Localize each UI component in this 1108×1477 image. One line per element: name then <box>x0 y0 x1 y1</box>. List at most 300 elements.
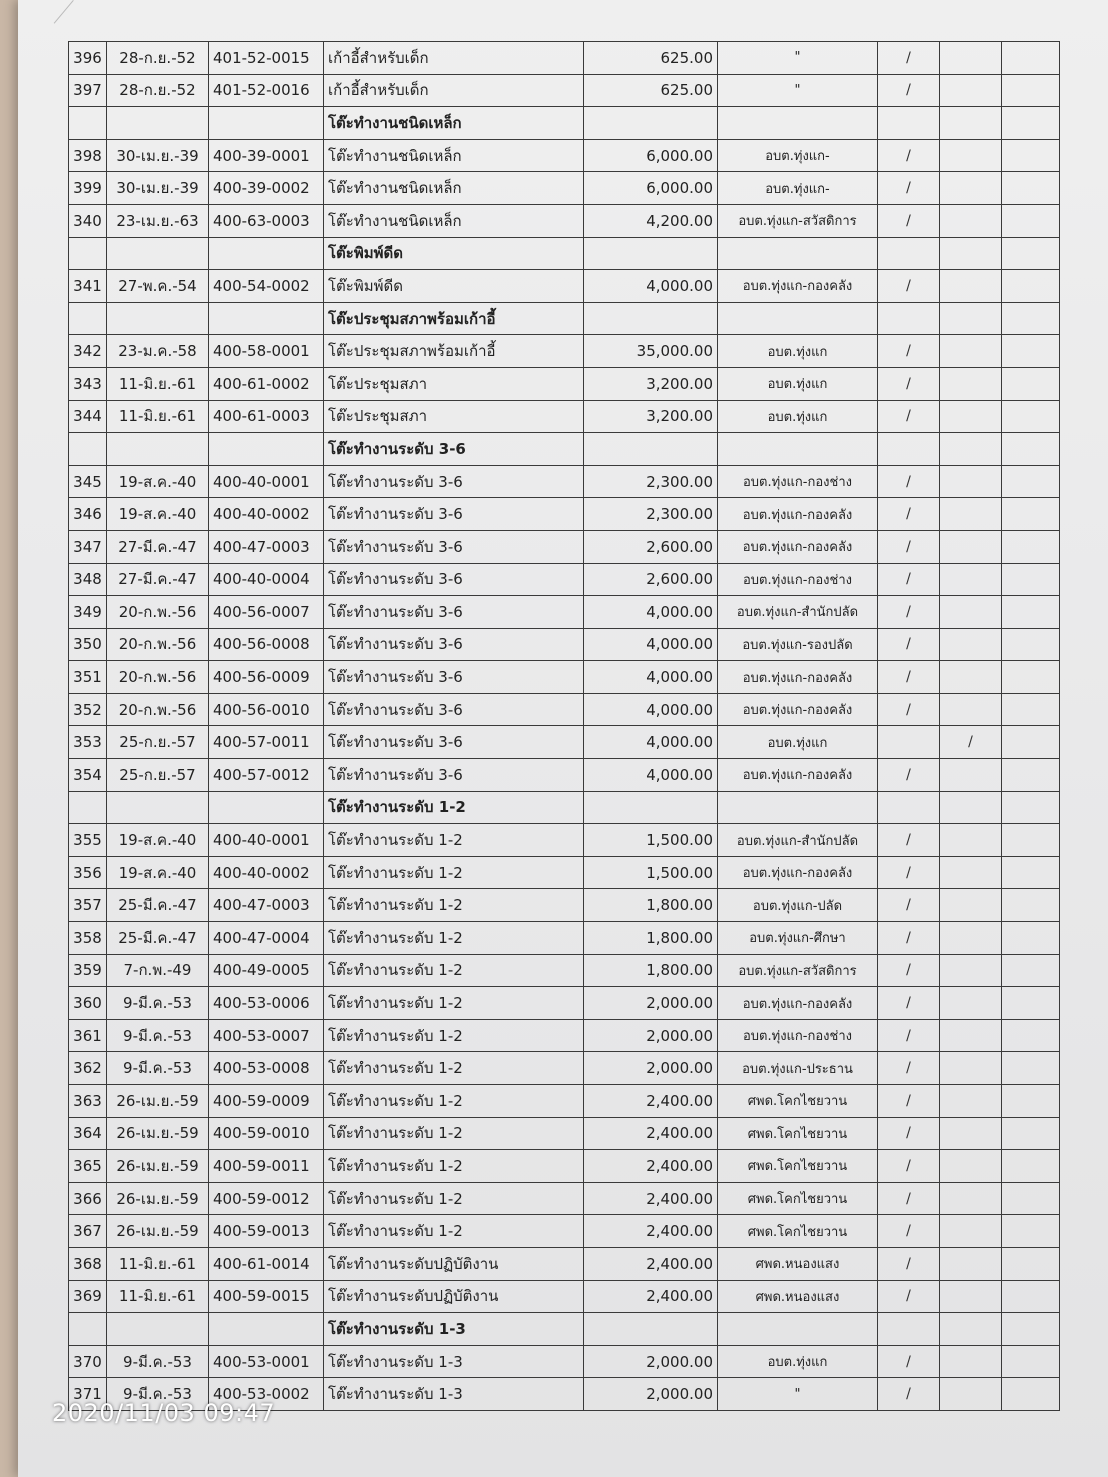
asset-code: 400-61-0002 <box>209 367 324 400</box>
unit-price <box>584 1313 718 1346</box>
status-mark-3 <box>1002 107 1060 140</box>
status-mark-3 <box>1002 204 1060 237</box>
asset-name: เก้าอี้สำหรับเด็ก <box>324 74 584 107</box>
acquired-date: 20-ก.พ.-56 <box>107 628 209 661</box>
asset-name: เก้าอี้สำหรับเด็ก <box>324 42 584 75</box>
status-mark-2 <box>940 856 1002 889</box>
asset-name: โต๊ะทำงานระดับ 1-2 <box>324 1182 584 1215</box>
status-mark-3 <box>1002 563 1060 596</box>
status-mark-1: / <box>878 400 940 433</box>
asset-code: 400-59-0010 <box>209 1117 324 1150</box>
owner-unit: อบต.ทุ่งแก-สวัสดิการ <box>718 204 878 237</box>
row-number <box>69 107 107 140</box>
unit-price: 2,400.00 <box>584 1247 718 1280</box>
asset-code: 400-56-0010 <box>209 693 324 726</box>
asset-code: 400-57-0011 <box>209 726 324 759</box>
asset-code: 400-59-0013 <box>209 1215 324 1248</box>
table-row <box>69 1052 1060 1085</box>
status-mark-3 <box>1002 1019 1060 1052</box>
acquired-date: 27-มี.ค.-47 <box>107 530 209 563</box>
acquired-date: 23-เม.ย.-63 <box>107 204 209 237</box>
status-mark-3 <box>1002 759 1060 792</box>
status-mark-3 <box>1002 1117 1060 1150</box>
status-mark-3 <box>1002 726 1060 759</box>
status-mark-3 <box>1002 498 1060 531</box>
status-mark-3 <box>1002 530 1060 563</box>
status-mark-3 <box>1002 1052 1060 1085</box>
status-mark-2 <box>940 433 1002 466</box>
status-mark-1: / <box>878 1085 940 1118</box>
acquired-date: 9-มี.ค.-53 <box>107 987 209 1020</box>
owner-unit: ศพด.หนองแสง <box>718 1247 878 1280</box>
row-number: 346 <box>69 498 107 531</box>
row-number: 366 <box>69 1182 107 1215</box>
status-mark-2 <box>940 1280 1002 1313</box>
unit-price: 625.00 <box>584 42 718 75</box>
row-number: 350 <box>69 628 107 661</box>
asset-name: โต๊ะประชุมสภา <box>324 367 584 400</box>
owner-unit: อบต.ทุ่งแก-ศึกษา <box>718 922 878 955</box>
status-mark-1: / <box>878 563 940 596</box>
asset-name: โต๊ะทำงานระดับ 3-6 <box>324 693 584 726</box>
status-mark-2 <box>940 954 1002 987</box>
table-row <box>69 1150 1060 1183</box>
unit-price <box>584 302 718 335</box>
asset-name: โต๊ะทำงานชนิดเหล็ก <box>324 139 584 172</box>
status-mark-2 <box>940 237 1002 270</box>
unit-price: 6,000.00 <box>584 172 718 205</box>
asset-name: โต๊ะประชุมสภา <box>324 400 584 433</box>
status-mark-2 <box>940 335 1002 368</box>
owner-unit: ศพด.โคกไชยวาน <box>718 1182 878 1215</box>
status-mark-3 <box>1002 1378 1060 1411</box>
status-mark-1: / <box>878 1378 940 1411</box>
acquired-date: 19-ส.ค.-40 <box>107 856 209 889</box>
owner-unit: " <box>718 74 878 107</box>
status-mark-2 <box>940 628 1002 661</box>
row-number: 363 <box>69 1085 107 1118</box>
unit-price: 2,000.00 <box>584 1378 718 1411</box>
status-mark-2 <box>940 400 1002 433</box>
unit-price: 2,400.00 <box>584 1280 718 1313</box>
row-number <box>69 237 107 270</box>
owner-unit: อบต.ทุ่งแก-กองคลัง <box>718 661 878 694</box>
owner-unit: อบต.ทุ่งแก-ประธาน <box>718 1052 878 1085</box>
asset-code: 400-56-0007 <box>209 596 324 629</box>
status-mark-3 <box>1002 42 1060 75</box>
asset-code: 401-52-0015 <box>209 42 324 75</box>
row-number: 345 <box>69 465 107 498</box>
document-page <box>18 0 1108 1477</box>
owner-unit: ศพด.โคกไชยวาน <box>718 1150 878 1183</box>
asset-name: โต๊ะทำงานระดับ 1-2 <box>324 1150 584 1183</box>
asset-name: โต๊ะทำงานระดับ 3-6 <box>324 726 584 759</box>
status-mark-3 <box>1002 237 1060 270</box>
asset-name: โต๊ะทำงานระดับ 1-3 <box>324 1378 584 1411</box>
owner-unit <box>718 107 878 140</box>
owner-unit <box>718 1313 878 1346</box>
owner-unit: อบต.ทุ่งแก <box>718 726 878 759</box>
owner-unit: อบต.ทุ่งแก- <box>718 172 878 205</box>
asset-code: 400-40-0002 <box>209 498 324 531</box>
asset-code: 400-54-0002 <box>209 270 324 303</box>
asset-name: โต๊ะทำงานระดับ 1-2 <box>324 824 584 857</box>
table-row <box>69 1345 1060 1378</box>
asset-code: 401-52-0016 <box>209 74 324 107</box>
owner-unit: " <box>718 1378 878 1411</box>
status-mark-1: / <box>878 139 940 172</box>
unit-price: 2,400.00 <box>584 1150 718 1183</box>
row-number <box>69 433 107 466</box>
asset-code: 400-53-0001 <box>209 1345 324 1378</box>
status-mark-3 <box>1002 1313 1060 1346</box>
status-mark-3 <box>1002 1182 1060 1215</box>
asset-code: 400-39-0001 <box>209 139 324 172</box>
asset-code: 400-40-0002 <box>209 856 324 889</box>
acquired-date: 26-เม.ย.-59 <box>107 1117 209 1150</box>
owner-unit: อบต.ทุ่งแก-ปลัด <box>718 889 878 922</box>
acquired-date: 23-ม.ค.-58 <box>107 335 209 368</box>
owner-unit: " <box>718 42 878 75</box>
asset-code <box>209 237 324 270</box>
row-number: 397 <box>69 74 107 107</box>
status-mark-2 <box>940 1345 1002 1378</box>
table-row <box>69 42 1060 75</box>
acquired-date: 11-มิ.ย.-61 <box>107 367 209 400</box>
unit-price: 3,200.00 <box>584 367 718 400</box>
acquired-date: 30-เม.ย.-39 <box>107 172 209 205</box>
asset-code: 400-61-0014 <box>209 1247 324 1280</box>
status-mark-2 <box>940 302 1002 335</box>
asset-name: โต๊ะทำงานระดับ 1-2 <box>324 922 584 955</box>
table-row <box>69 530 1060 563</box>
unit-price: 1,500.00 <box>584 856 718 889</box>
status-mark-1 <box>878 433 940 466</box>
group-title: โต๊ะทำงานระดับ 3-6 <box>324 433 584 466</box>
unit-price: 4,000.00 <box>584 661 718 694</box>
asset-name: โต๊ะทำงานระดับ 1-2 <box>324 954 584 987</box>
unit-price: 4,000.00 <box>584 628 718 661</box>
acquired-date: 26-เม.ย.-59 <box>107 1182 209 1215</box>
unit-price: 2,300.00 <box>584 498 718 531</box>
table-row <box>69 726 1060 759</box>
row-number: 357 <box>69 889 107 922</box>
acquired-date: 27-พ.ค.-54 <box>107 270 209 303</box>
owner-unit: อบต.ทุ่งแก <box>718 400 878 433</box>
status-mark-1: / <box>878 661 940 694</box>
owner-unit: อบต.ทุ่งแก-สำนักปลัด <box>718 596 878 629</box>
unit-price: 1,800.00 <box>584 954 718 987</box>
status-mark-1: / <box>878 367 940 400</box>
owner-unit: อบต.ทุ่งแก-กองคลัง <box>718 856 878 889</box>
asset-code: 400-59-0009 <box>209 1085 324 1118</box>
unit-price <box>584 433 718 466</box>
row-number: 354 <box>69 759 107 792</box>
unit-price: 625.00 <box>584 74 718 107</box>
table-row <box>69 1215 1060 1248</box>
asset-name: โต๊ะทำงานระดับ 3-6 <box>324 498 584 531</box>
asset-name: โต๊ะทำงานระดับ 1-2 <box>324 1215 584 1248</box>
table-row <box>69 1085 1060 1118</box>
status-mark-2 <box>940 824 1002 857</box>
owner-unit: อบต.ทุ่งแก-กองคลัง <box>718 693 878 726</box>
status-mark-1: / <box>878 759 940 792</box>
asset-name: โต๊ะทำงานระดับ 1-2 <box>324 1085 584 1118</box>
row-number: 341 <box>69 270 107 303</box>
asset-name: โต๊ะพิมพ์ดีด <box>324 270 584 303</box>
asset-code: 400-59-0015 <box>209 1280 324 1313</box>
status-mark-3 <box>1002 172 1060 205</box>
acquired-date: 26-เม.ย.-59 <box>107 1150 209 1183</box>
row-number <box>69 1313 107 1346</box>
row-number <box>69 791 107 824</box>
table-row <box>69 856 1060 889</box>
asset-name: โต๊ะทำงานชนิดเหล็ก <box>324 172 584 205</box>
owner-unit <box>718 791 878 824</box>
unit-price: 2,000.00 <box>584 1345 718 1378</box>
status-mark-3 <box>1002 270 1060 303</box>
status-mark-3 <box>1002 400 1060 433</box>
unit-price: 1,800.00 <box>584 889 718 922</box>
asset-code: 400-63-0003 <box>209 204 324 237</box>
status-mark-1: / <box>878 922 940 955</box>
status-mark-1: / <box>878 42 940 75</box>
row-number: 361 <box>69 1019 107 1052</box>
status-mark-3 <box>1002 74 1060 107</box>
owner-unit: อบต.ทุ่งแก- <box>718 139 878 172</box>
group-header-row <box>69 791 1060 824</box>
row-number: 353 <box>69 726 107 759</box>
status-mark-3 <box>1002 791 1060 824</box>
unit-price: 2,600.00 <box>584 530 718 563</box>
unit-price: 4,000.00 <box>584 759 718 792</box>
asset-code: 400-61-0003 <box>209 400 324 433</box>
table-row <box>69 1247 1060 1280</box>
acquired-date: 20-ก.พ.-56 <box>107 693 209 726</box>
asset-name: โต๊ะทำงานชนิดเหล็ก <box>324 204 584 237</box>
unit-price: 2,000.00 <box>584 1019 718 1052</box>
asset-code: 400-47-0004 <box>209 922 324 955</box>
owner-unit: อบต.ทุ่งแก-กองช่าง <box>718 465 878 498</box>
status-mark-3 <box>1002 465 1060 498</box>
row-number: 355 <box>69 824 107 857</box>
owner-unit: ศพด.โคกไชยวาน <box>718 1215 878 1248</box>
asset-code: 400-56-0008 <box>209 628 324 661</box>
unit-price: 3,200.00 <box>584 400 718 433</box>
asset-name: โต๊ะทำงานระดับ 3-6 <box>324 628 584 661</box>
row-number: 398 <box>69 139 107 172</box>
table-row <box>69 74 1060 107</box>
status-mark-2 <box>940 1117 1002 1150</box>
table-row <box>69 139 1060 172</box>
asset-code: 400-40-0001 <box>209 465 324 498</box>
table-row <box>69 498 1060 531</box>
photo-timestamp: 2020/11/03 09:47 <box>52 1399 276 1427</box>
acquired-date: 26-เม.ย.-59 <box>107 1215 209 1248</box>
table-row <box>69 367 1060 400</box>
table-row <box>69 693 1060 726</box>
asset-name: โต๊ะทำงานระดับ 3-6 <box>324 465 584 498</box>
acquired-date: 19-ส.ค.-40 <box>107 824 209 857</box>
row-number: 358 <box>69 922 107 955</box>
status-mark-2 <box>940 498 1002 531</box>
table-row <box>69 824 1060 857</box>
acquired-date: 9-มี.ค.-53 <box>107 1052 209 1085</box>
row-number: 370 <box>69 1345 107 1378</box>
status-mark-2 <box>940 367 1002 400</box>
row-number: 344 <box>69 400 107 433</box>
table-row <box>69 1280 1060 1313</box>
asset-name: โต๊ะประชุมสภาพร้อมเก้าอี้ <box>324 335 584 368</box>
row-number: 349 <box>69 596 107 629</box>
status-mark-2 <box>940 1247 1002 1280</box>
asset-register-table <box>68 41 1060 1411</box>
owner-unit <box>718 433 878 466</box>
status-mark-2 <box>940 74 1002 107</box>
unit-price: 4,000.00 <box>584 726 718 759</box>
status-mark-1: / <box>878 889 940 922</box>
asset-code: 400-59-0011 <box>209 1150 324 1183</box>
status-mark-1: / <box>878 1247 940 1280</box>
status-mark-1: / <box>878 1117 940 1150</box>
group-header-row <box>69 237 1060 270</box>
status-mark-1: / <box>878 270 940 303</box>
row-number: 347 <box>69 530 107 563</box>
status-mark-2 <box>940 139 1002 172</box>
table-row <box>69 270 1060 303</box>
table-row <box>69 987 1060 1020</box>
asset-code: 400-40-0004 <box>209 563 324 596</box>
asset-name: โต๊ะทำงานระดับ 1-2 <box>324 1117 584 1150</box>
unit-price: 2,000.00 <box>584 987 718 1020</box>
asset-code <box>209 302 324 335</box>
status-mark-2: / <box>940 726 1002 759</box>
asset-name: โต๊ะทำงานระดับ 3-6 <box>324 563 584 596</box>
asset-code: 400-56-0009 <box>209 661 324 694</box>
unit-price <box>584 791 718 824</box>
table-row <box>69 1019 1060 1052</box>
status-mark-3 <box>1002 922 1060 955</box>
acquired-date: 28-ก.ย.-52 <box>107 74 209 107</box>
row-number: 396 <box>69 42 107 75</box>
status-mark-2 <box>940 661 1002 694</box>
table-row <box>69 172 1060 205</box>
row-number: 356 <box>69 856 107 889</box>
status-mark-1 <box>878 302 940 335</box>
acquired-date: 27-มี.ค.-47 <box>107 563 209 596</box>
unit-price: 1,800.00 <box>584 922 718 955</box>
table-row <box>69 596 1060 629</box>
table-row <box>69 335 1060 368</box>
row-number <box>69 302 107 335</box>
table-row <box>69 661 1060 694</box>
status-mark-2 <box>940 1182 1002 1215</box>
status-mark-3 <box>1002 824 1060 857</box>
status-mark-3 <box>1002 889 1060 922</box>
row-number: 368 <box>69 1247 107 1280</box>
acquired-date: 9-มี.ค.-53 <box>107 1019 209 1052</box>
unit-price: 6,000.00 <box>584 139 718 172</box>
status-mark-2 <box>940 1313 1002 1346</box>
status-mark-3 <box>1002 335 1060 368</box>
row-number: 343 <box>69 367 107 400</box>
owner-unit: อบต.ทุ่งแก-สวัสดิการ <box>718 954 878 987</box>
table-row <box>69 628 1060 661</box>
owner-unit: อบต.ทุ่งแก-กองคลัง <box>718 759 878 792</box>
status-mark-1: / <box>878 1345 940 1378</box>
status-mark-2 <box>940 596 1002 629</box>
unit-price: 2,000.00 <box>584 1052 718 1085</box>
status-mark-1: / <box>878 530 940 563</box>
status-mark-3 <box>1002 954 1060 987</box>
status-mark-2 <box>940 1215 1002 1248</box>
row-number: 342 <box>69 335 107 368</box>
status-mark-1: / <box>878 1019 940 1052</box>
table-row <box>69 563 1060 596</box>
status-mark-1 <box>878 1313 940 1346</box>
asset-name: โต๊ะทำงานระดับ 3-6 <box>324 596 584 629</box>
status-mark-3 <box>1002 628 1060 661</box>
asset-code: 400-47-0003 <box>209 530 324 563</box>
status-mark-3 <box>1002 1345 1060 1378</box>
status-mark-3 <box>1002 302 1060 335</box>
asset-code <box>209 1313 324 1346</box>
owner-unit: อบต.ทุ่งแก-สำนักปลัด <box>718 824 878 857</box>
status-mark-2 <box>940 1052 1002 1085</box>
row-number: 359 <box>69 954 107 987</box>
table-row <box>69 889 1060 922</box>
group-header-row <box>69 302 1060 335</box>
asset-name: โต๊ะทำงานระดับ 1-2 <box>324 856 584 889</box>
status-mark-2 <box>940 42 1002 75</box>
status-mark-1: / <box>878 824 940 857</box>
status-mark-2 <box>940 987 1002 1020</box>
asset-code: 400-49-0005 <box>209 954 324 987</box>
asset-code <box>209 433 324 466</box>
status-mark-2 <box>940 172 1002 205</box>
row-number: 364 <box>69 1117 107 1150</box>
acquired-date: 9-มี.ค.-53 <box>107 1378 209 1411</box>
status-mark-2 <box>940 1019 1002 1052</box>
status-mark-1: / <box>878 1280 940 1313</box>
status-mark-3 <box>1002 856 1060 889</box>
asset-code: 400-47-0003 <box>209 889 324 922</box>
status-mark-1: / <box>878 1182 940 1215</box>
owner-unit: อบต.ทุ่งแก-กองคลัง <box>718 270 878 303</box>
unit-price <box>584 107 718 140</box>
asset-name: โต๊ะทำงานระดับ 1-2 <box>324 1019 584 1052</box>
unit-price: 35,000.00 <box>584 335 718 368</box>
row-number: 399 <box>69 172 107 205</box>
status-mark-3 <box>1002 1215 1060 1248</box>
acquired-date: 7-ก.พ.-49 <box>107 954 209 987</box>
acquired-date: 25-ก.ย.-57 <box>107 759 209 792</box>
owner-unit: ศพด.หนองแสง <box>718 1280 878 1313</box>
row-number: 362 <box>69 1052 107 1085</box>
group-header-row <box>69 433 1060 466</box>
owner-unit: ศพด.โคกไชยวาน <box>718 1117 878 1150</box>
row-number: 352 <box>69 693 107 726</box>
row-number: 367 <box>69 1215 107 1248</box>
owner-unit: อบต.ทุ่งแก <box>718 335 878 368</box>
status-mark-2 <box>940 759 1002 792</box>
row-number: 360 <box>69 987 107 1020</box>
table-row <box>69 204 1060 237</box>
asset-code: 400-57-0012 <box>209 759 324 792</box>
asset-code: 400-59-0012 <box>209 1182 324 1215</box>
status-mark-2 <box>940 270 1002 303</box>
unit-price: 2,400.00 <box>584 1085 718 1118</box>
